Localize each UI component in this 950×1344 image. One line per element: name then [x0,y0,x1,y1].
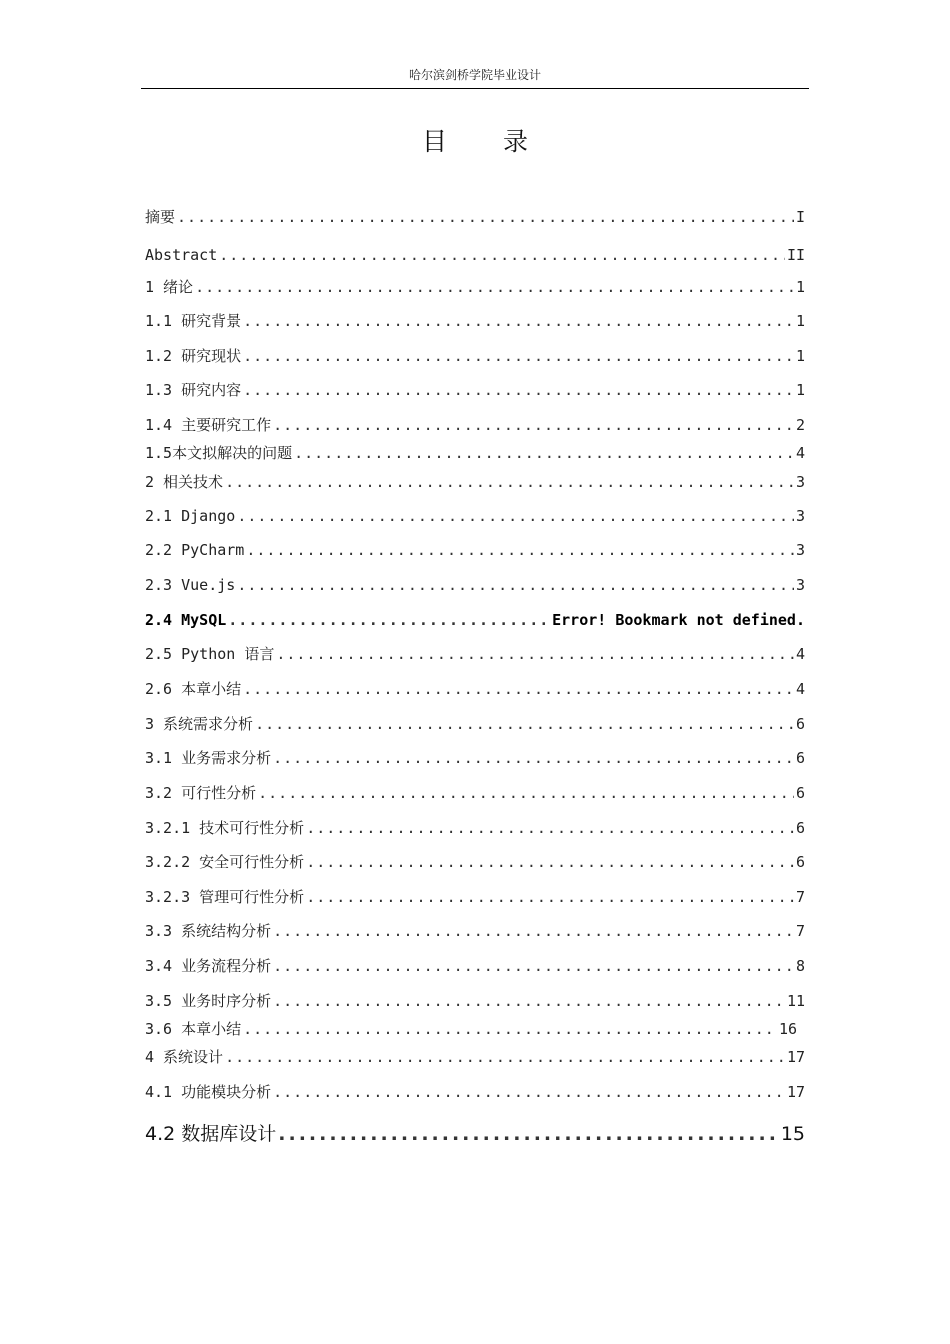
toc-entry[interactable] [145,1122,805,1146]
toc-leader [273,956,794,976]
toc-page-number: 17 [786,1083,805,1101]
toc-entry[interactable] [145,679,805,699]
toc-leader [228,610,550,630]
toc-leader [243,346,794,366]
toc-entry[interactable] [145,207,805,227]
toc-entry[interactable] [145,1047,805,1067]
toc-label: 4.1 功能模块分析 [145,1083,272,1101]
toc-entry[interactable] [145,540,805,560]
toc-page-number: 7 [795,922,805,940]
toc-leader [273,921,794,941]
toc-entry[interactable] [145,852,805,872]
toc-page-number: 1 [795,347,805,365]
toc-label: 3.1 业务需求分析 [145,749,272,767]
toc-entry[interactable] [145,472,805,492]
toc-page-number: 3 [795,576,805,594]
toc-entry[interactable] [145,921,805,941]
toc-leader [243,1019,777,1039]
toc-leader [246,540,794,560]
toc-leader [278,1122,779,1146]
toc-page-number: 6 [795,715,805,733]
header-rule [141,88,809,89]
toc-entry[interactable] [145,818,805,838]
toc-label: 3.6 本章小结 [145,1020,242,1038]
toc-leader [306,887,794,907]
toc-entry[interactable] [145,311,805,331]
toc-page-number: 7 [795,888,805,906]
toc-entry[interactable] [145,575,805,595]
toc-label: 3.4 业务流程分析 [145,957,272,975]
toc-page-number: 4 [795,645,805,663]
toc-leader [306,818,794,838]
toc-label: 3 系统需求分析 [145,715,254,733]
toc-page-number: 3 [795,507,805,525]
toc-label: 2.3 Vue.js [145,576,236,594]
toc-page-number: 17 [786,1048,805,1066]
toc-entry[interactable] [145,277,805,297]
toc-page-number: 6 [795,853,805,871]
toc-page-number: 16 [778,1020,797,1038]
toc-leader [237,506,794,526]
toc-label: 2 相关技术 [145,473,224,491]
toc-entry[interactable] [145,714,805,734]
toc-page-number: 11 [786,992,805,1010]
toc-label: Abstract [145,246,218,264]
toc-label: 2.1 Django [145,507,236,525]
toc-leader [195,277,794,297]
toc-entry[interactable] [145,748,805,768]
toc-label: 3.3 系统结构分析 [145,922,272,940]
toc-page-number: 3 [795,473,805,491]
toc-label: 2.6 本章小结 [145,680,242,698]
toc-page-number: 8 [795,957,805,975]
toc-leader [237,575,794,595]
toc-label: 3.2 可行性分析 [145,784,257,802]
toc-entry[interactable] [145,346,805,366]
toc-leader [276,644,794,664]
toc-page-number: 2 [795,416,805,434]
toc-entry[interactable] [145,443,805,463]
toc-label: 1.5本文拟解决的问题 [145,444,293,462]
toc-page-number: 1 [795,381,805,399]
toc-leader [255,714,794,734]
toc-leader [177,207,794,227]
toc-page-number: 1 [795,312,805,330]
toc-page-number: 6 [795,749,805,767]
toc-leader [273,415,794,435]
toc-leader [273,991,785,1011]
toc-label: 1.3 研究内容 [145,381,242,399]
toc-entry[interactable] [145,1082,805,1102]
toc-page-number: Error! Bookmark not defined. [552,611,805,629]
toc-entry[interactable] [145,644,805,664]
toc-entry[interactable] [145,380,805,400]
toc-leader [243,380,794,400]
toc-label: 3.2.1 技术可行性分析 [145,819,305,837]
toc-page-number: 15 [780,1123,805,1145]
toc-label: 1.1 研究背景 [145,312,242,330]
toc-page-number: 6 [795,784,805,802]
toc-label: 3.5 业务时序分析 [145,992,272,1010]
toc-page-number: I [795,208,805,226]
toc-leader [243,679,794,699]
toc-page-number: II [786,246,805,264]
toc-page-number: 4 [795,444,805,462]
toc-leader [243,311,794,331]
toc-label: 1.2 研究现状 [145,347,242,365]
toc-leader [258,783,794,803]
toc-entry[interactable] [145,991,805,1011]
toc-page-number: 3 [795,541,805,559]
toc-page-number: 4 [795,680,805,698]
toc-entry[interactable] [145,506,805,526]
toc-label: 3.2.3 管理可行性分析 [145,888,305,906]
toc-entry[interactable] [145,610,805,630]
toc-entry[interactable] [145,783,805,803]
toc-label: 3.2.2 安全可行性分析 [145,853,305,871]
toc-label: 1.4 主要研究工作 [145,416,272,434]
toc-entry[interactable] [145,956,805,976]
toc-leader [225,472,794,492]
toc-leader [273,748,794,768]
page-title: 目 录 [422,127,552,156]
toc-label: 2.2 PyCharm [145,541,245,559]
toc-entry[interactable] [145,1019,805,1039]
toc-label: 摘要 [145,208,176,226]
toc-label: 2.5 Python 语言 [145,645,275,663]
toc-page-number: 6 [795,819,805,837]
toc-label: 4.2 数据库设计 [145,1123,277,1145]
toc-leader [306,852,794,872]
toc-label: 4 系统设计 [145,1048,224,1066]
toc-page-number: 1 [795,278,805,296]
toc-label: 2.4 MySQL [145,611,227,629]
toc-leader [273,1082,785,1102]
toc-leader [294,443,794,463]
toc-leader [219,245,785,265]
toc-entry[interactable] [145,245,805,265]
toc-entry[interactable] [145,887,805,907]
toc-entry[interactable] [145,415,805,435]
toc-leader [225,1047,785,1067]
running-header: 哈尔滨剑桥学院毕业设计 [408,68,541,82]
toc-label: 1 绪论 [145,278,194,296]
